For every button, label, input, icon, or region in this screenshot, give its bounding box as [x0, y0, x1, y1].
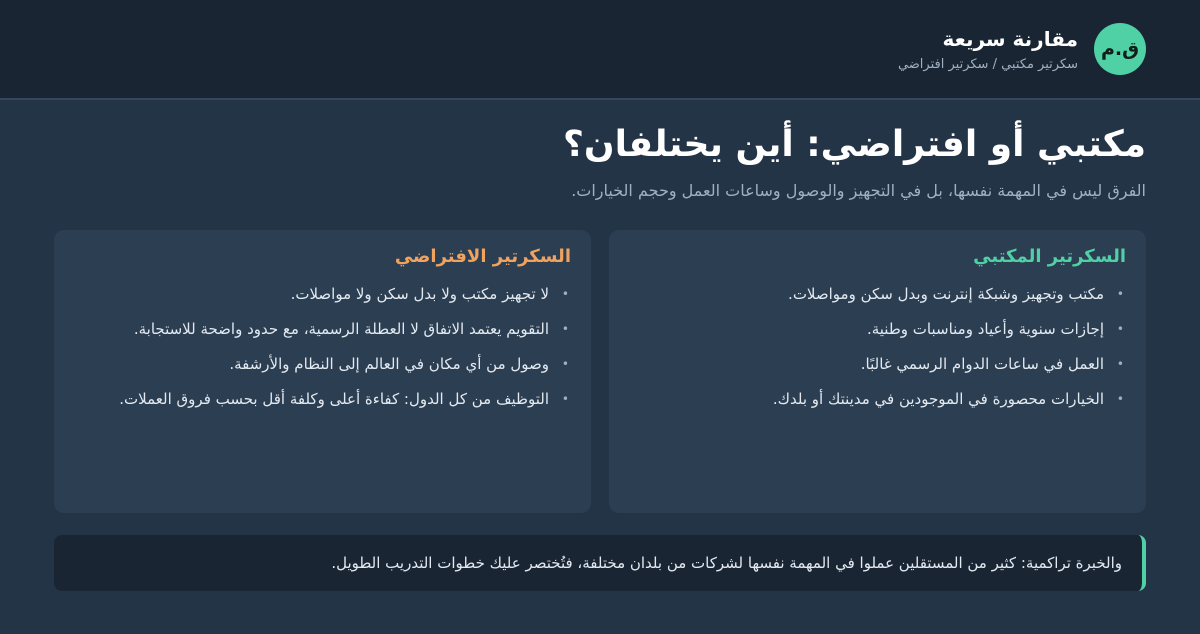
bullet-icon: •	[561, 321, 569, 336]
list-item	[74, 279, 571, 309]
bullet-icon: •	[1116, 286, 1124, 301]
main-content	[0, 100, 1200, 591]
virtual-feature-list	[74, 279, 571, 414]
list-item	[74, 349, 571, 379]
list-item-text: وصول من أي مكان في العالم إلى النظام والأرشفة.	[229, 354, 549, 373]
office-feature-list	[629, 279, 1126, 414]
comparison-cards	[54, 230, 1146, 513]
page-title: مكتبي أو افتراضي: أين يختلفان؟	[563, 124, 1146, 165]
list-item-text: الخيارات محصورة في الموجودين في مدينتك أو بلدك.	[772, 389, 1104, 408]
list-item	[74, 314, 571, 344]
virtual-card-title: السكرتير الافتراضي	[394, 245, 571, 267]
list-item	[74, 384, 571, 414]
bullet-icon: •	[1116, 321, 1124, 336]
list-item-text: مكتب وتجهيز وشبكة إنترنت وبدل سكن ومواصلات.	[788, 284, 1104, 303]
list-item	[629, 314, 1126, 344]
office-secretary-card	[609, 230, 1146, 513]
breadcrumb: سكرتير مكتبي / سكرتير افتراضي	[897, 56, 1078, 72]
office-card-title: السكرتير المكتبي	[973, 245, 1126, 267]
virtual-secretary-card	[54, 230, 591, 513]
list-item-text: إجازات سنوية وأعياد ومناسبات وطنية.	[866, 319, 1104, 338]
experience-note	[54, 535, 1146, 591]
app-title: مقارنة سريعة	[942, 26, 1078, 51]
list-item	[629, 384, 1126, 414]
list-item-text: التوظيف من كل الدول: كفاءة أعلى وكلفة أقل بحسب فروق العملات.	[119, 389, 549, 408]
list-item-text: العمل في ساعات الدوام الرسمي غالبًا.	[860, 354, 1104, 373]
bullet-icon: •	[561, 391, 569, 406]
list-item-text: لا تجهيز مكتب ولا بدل سكن ولا مواصلات.	[290, 284, 549, 303]
bullet-icon: •	[1116, 356, 1124, 371]
list-item	[629, 349, 1126, 379]
bullet-icon: •	[1116, 391, 1124, 406]
list-item-text: التقويم يعتمد الاتفاق لا العطلة الرسمية، مع حدود واضحة للاستجابة.	[133, 319, 549, 338]
top-bar	[0, 0, 1200, 100]
avatar: ق.م	[1094, 23, 1146, 75]
note-text: والخبرة تراكمية: كثير من المستقلين عملوا في المهمة نفسها لشركات من بلدان مختلفة، فتُختصر عليك خطوات التدريب الطويل.	[331, 553, 1122, 572]
bullet-icon: •	[561, 356, 569, 371]
list-item	[629, 279, 1126, 309]
brand-block	[898, 27, 1078, 72]
bullet-icon: •	[561, 286, 569, 301]
page-subtitle: الفرق ليس في المهمة نفسها، بل في التجهيز والوصول وساعات العمل وحجم الخيارات.	[571, 180, 1146, 200]
